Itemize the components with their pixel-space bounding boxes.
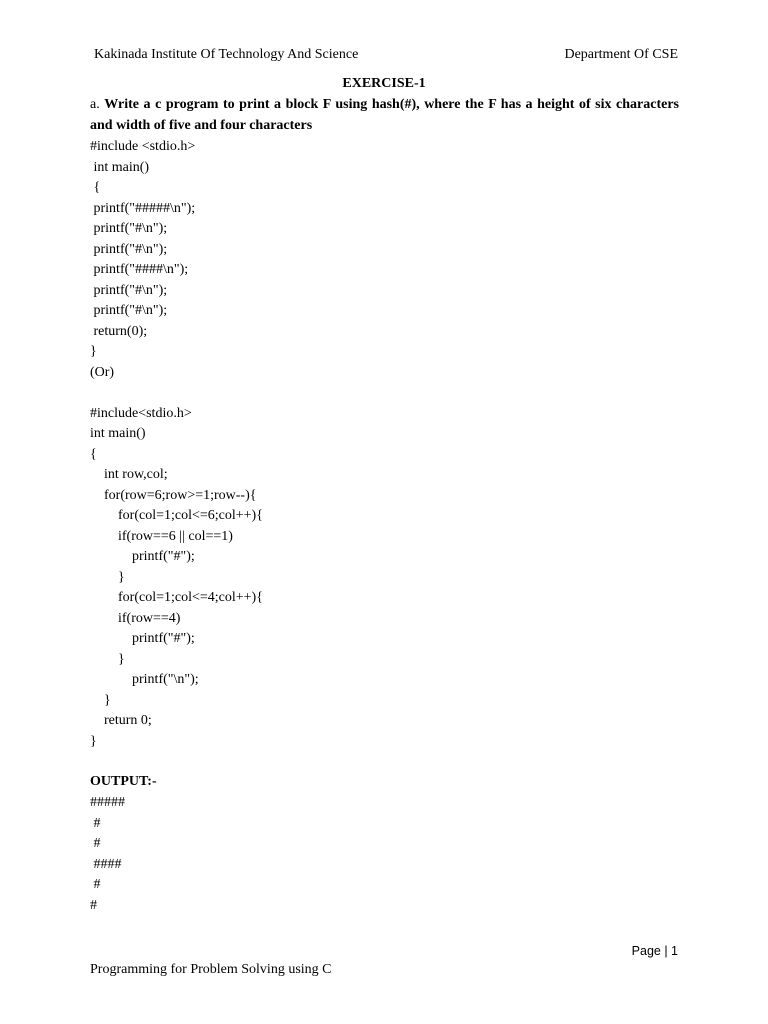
question-text: [90, 95, 679, 136]
code-line: return(0);: [90, 323, 148, 339]
output-line: #####: [90, 795, 125, 810]
code-line: printf("#\n");: [90, 241, 168, 257]
output-line: #: [90, 815, 101, 831]
code-line: int row,col;: [90, 467, 168, 482]
question-statement: Write a c program to print a block F using hash(#), where the F has a height of six characters and width of five and four characters: [90, 97, 680, 133]
code-line: if(row==4): [90, 610, 181, 626]
code-line: printf("\n");: [90, 672, 199, 687]
code-line: int main(): [90, 426, 146, 441]
output-heading: OUTPUT:-: [90, 774, 157, 789]
code-line: }: [90, 692, 111, 708]
code-line: printf("#####\n");: [90, 200, 196, 216]
code-line: printf("#\n");: [90, 221, 168, 236]
code-line: [90, 383, 263, 404]
exercise-title: EXERCISE-1: [342, 76, 426, 91]
output-line: #: [90, 836, 101, 851]
header-institute-name: Kakinada Institute Of Technology And Science: [94, 47, 359, 62]
code-line: }: [90, 651, 125, 667]
output-line: ####: [90, 856, 122, 872]
code-line: }: [90, 344, 97, 359]
code-line: for(col=1;col<=4;col++){: [90, 590, 263, 605]
output-line: #: [90, 877, 101, 892]
code-line: printf("#\n");: [90, 282, 168, 298]
code-line: {: [90, 446, 97, 462]
output-line: #: [90, 897, 97, 913]
code-line: #include <stdio.h>: [90, 139, 196, 154]
header-department: Department Of CSE: [564, 47, 678, 62]
code-line: if(row==6 || col==1): [90, 528, 233, 544]
code-line: printf("#\n");: [90, 303, 168, 318]
code-line: #include<stdio.h>: [90, 405, 192, 421]
footer-course-title: Programming for Problem Solving using C: [90, 962, 332, 977]
code-line: return 0;: [90, 713, 152, 728]
code-line: (Or): [90, 364, 115, 380]
question-letter: a.: [90, 97, 100, 112]
code-line: printf("#");: [90, 549, 195, 564]
code-line: }: [90, 569, 125, 585]
code-line: int main(): [90, 159, 150, 175]
code-line: printf("#");: [90, 631, 195, 646]
code-line: for(col=1;col<=6;col++){: [90, 508, 263, 523]
code-listing: [90, 137, 263, 752]
output-listing: [90, 793, 125, 916]
code-line: {: [90, 180, 101, 195]
page-number: Page | 1: [631, 944, 678, 958]
code-line: printf("####\n");: [90, 262, 189, 277]
code-line: }: [90, 733, 97, 749]
code-line: for(row=6;row>=1;row--){: [90, 487, 257, 503]
